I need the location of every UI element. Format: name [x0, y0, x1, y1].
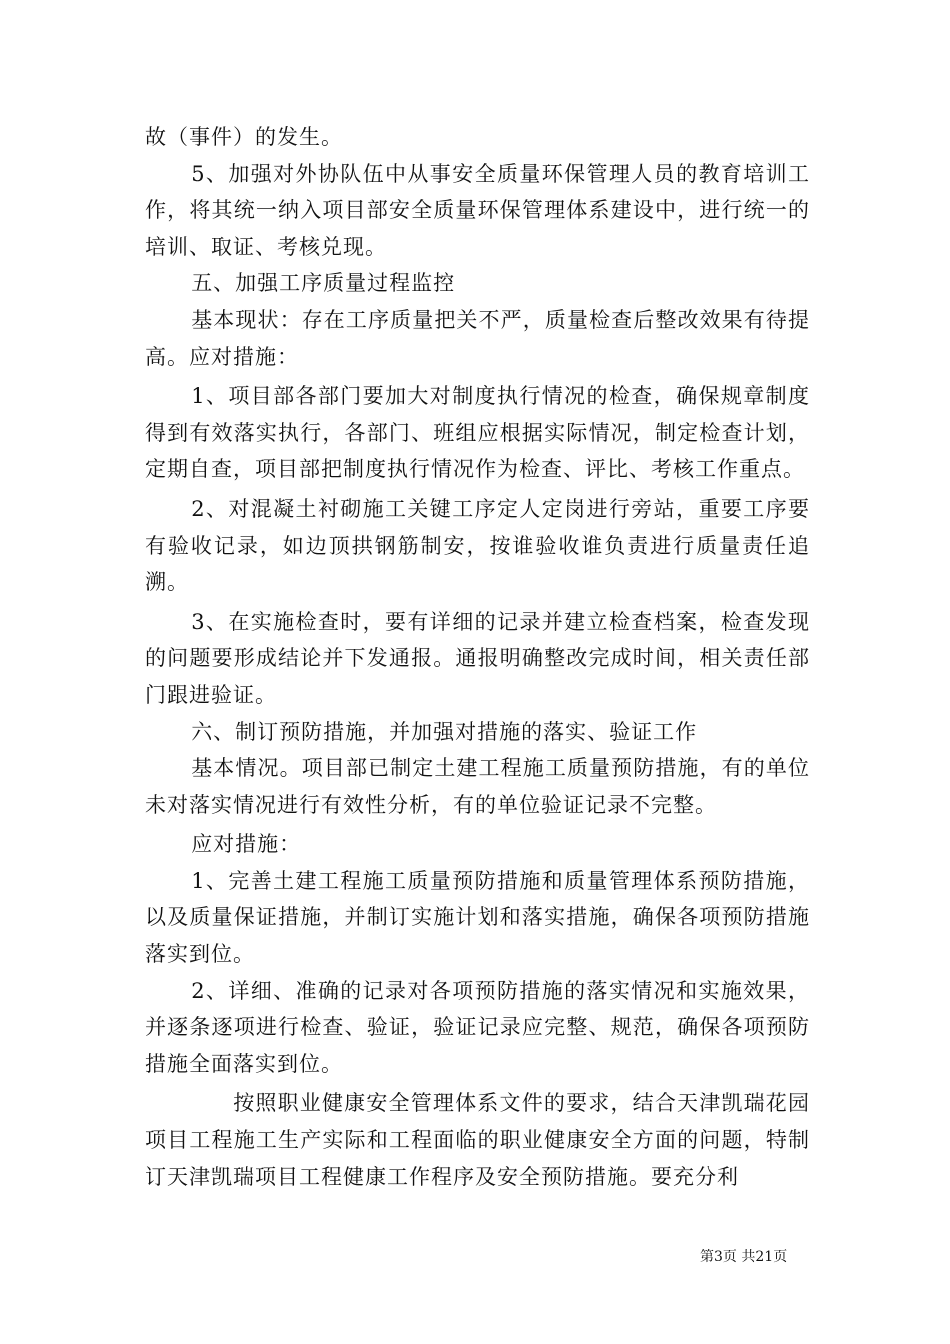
section-heading-5: 五、加强工序质量过程监控 [191, 271, 456, 296]
footer-prefix: 第 [700, 1249, 714, 1265]
paragraph-6: 3、在实施检查时，要有详细的记录并建立检查档案，检查发现的问题要形成结论并下发通报。通报明确整改完成时间，相关责任部门跟进验证。 [145, 609, 810, 707]
section-heading-6: 六、制订预防措施，并加强对措施的落实、验证工作 [191, 719, 698, 744]
paragraph-4: 1、项目部各部门要加大对制度执行情况的检查，确保规章制度得到有效落实执行，各部门、班组应根据实际情况，制定检查计划，定期自查，项目部把制度执行情况作为检查、评比、考核工作重点。 [145, 384, 810, 482]
paragraph-8: 应对措施： [191, 832, 302, 857]
page-number-footer [700, 1248, 810, 1266]
paragraph-1: 故（事件）的发生。 [145, 125, 343, 149]
paragraph-10: 2、详细、准确的记录对各项预防措施的落实情况和实施效果，并逐条逐项进行检查、验证，验证记录应完整、规范，确保各项预防措施全面落实到位。 [145, 978, 810, 1076]
paragraph-3: 基本现状：存在工序质量把关不严，质量检查后整改效果有待提高。应对措施： [145, 307, 810, 369]
paragraph-7: 基本情况。项目部已制定土建工程施工质量预防措施，有的单位未对落实情况进行有效性分析，有的单位验证记录不完整。 [145, 756, 810, 817]
paragraph-9: 1、完善土建工程施工质量预防措施和质量管理体系预防措施，以及质量保证措施，并制订实施计划和落实措施，确保各项预防措施落实到位。 [145, 868, 810, 967]
footer-middle: 页 共 [722, 1249, 756, 1265]
paragraph-5: 2、对混凝土衬砌施工关键工序定人定岗进行旁站，重要工序要有验收记录，如边顶拱钢筋制安，按谁验收谁负责进行质量责任追溯。 [145, 496, 810, 595]
footer-current-page: 3 [714, 1249, 723, 1265]
paragraph-11: 按照职业健康安全管理体系文件的要求，结合天津凯瑞花园项目工程施工生产实际和工程面临的职业健康安全方面的问题，特制订天津凯瑞项目工程健康工作程序及安全预防措施。要充分利 [145, 1091, 810, 1189]
paragraph-2: 5、加强对外协队伍中从事安全质量环保管理人员的教育培训工作，将其统一纳入项目部安全质量环保管理体系建设中，进行统一的培训、取证、考核兑现。 [145, 161, 810, 259]
footer-suffix: 页 [773, 1249, 788, 1265]
footer-total-pages: 21 [755, 1249, 774, 1265]
document-body [145, 119, 810, 1195]
